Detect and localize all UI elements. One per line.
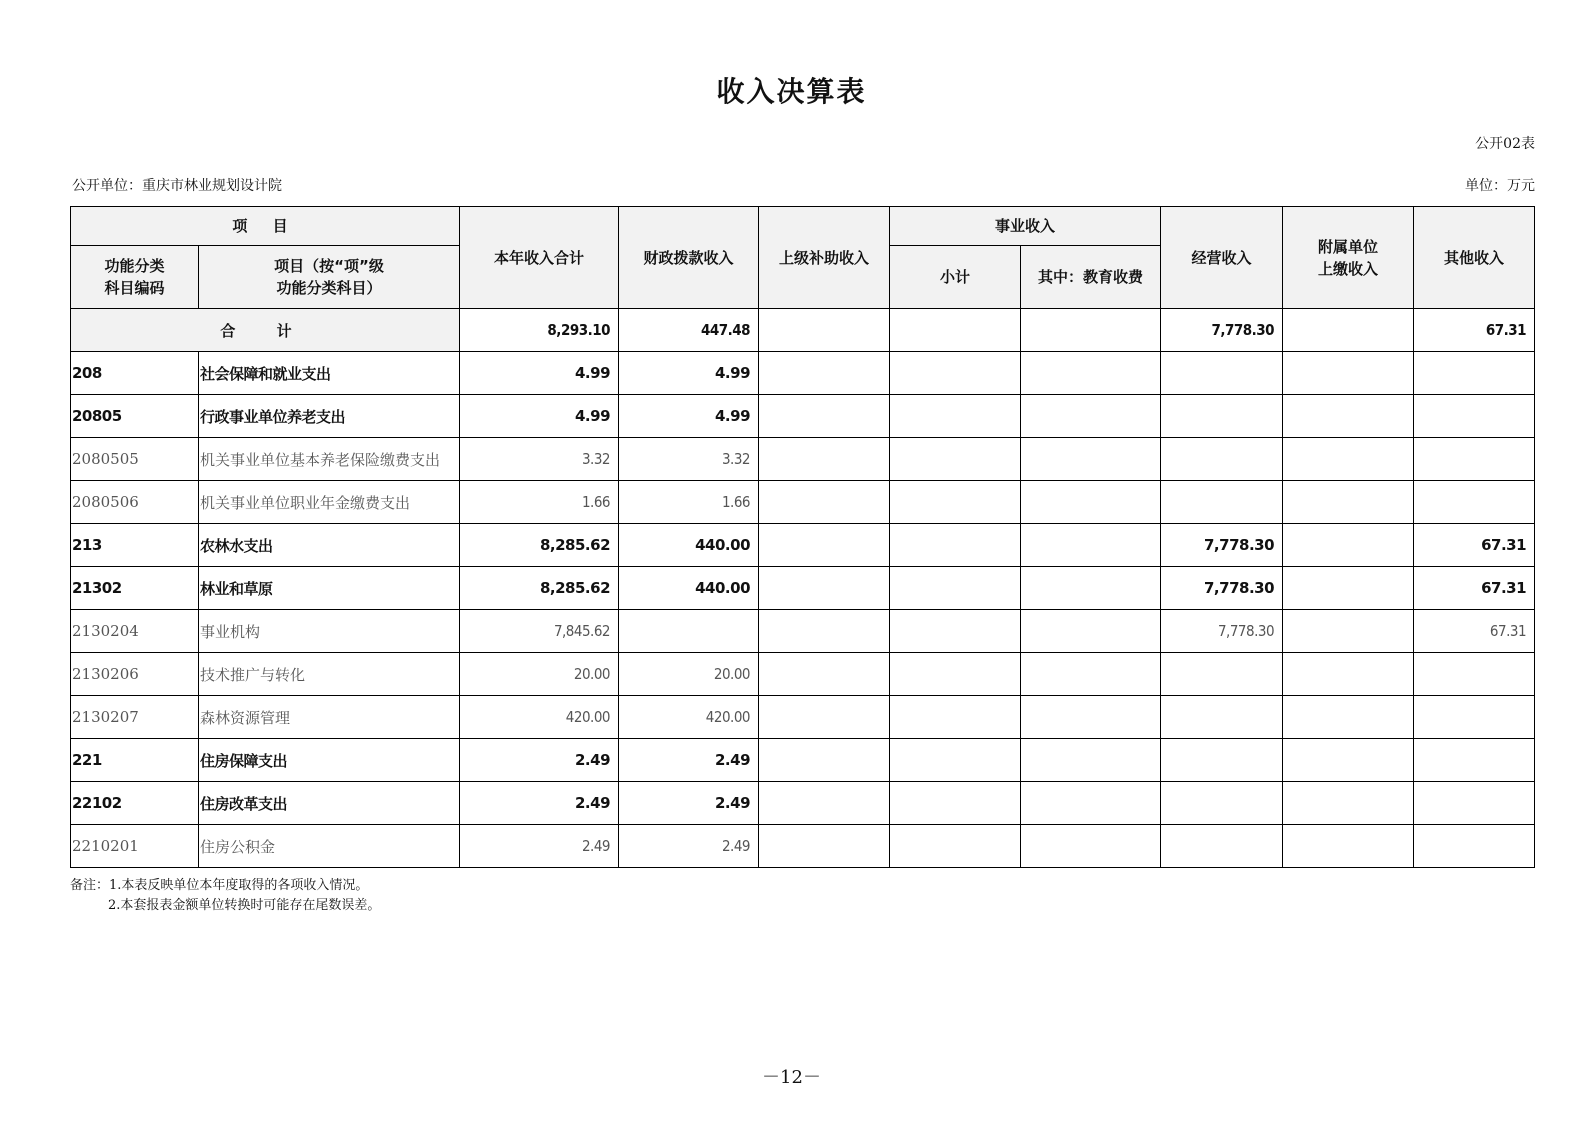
cell-education-fee	[1021, 610, 1161, 653]
cell-operating-income	[1161, 825, 1283, 868]
cell-function-code: 221	[71, 739, 199, 782]
cell-superior-subsidy	[759, 567, 890, 610]
cell-education-fee	[1021, 825, 1161, 868]
reporting-unit: 公开单位：重庆市林业规划设计院	[72, 178, 282, 194]
header-item-name: 项目（按“项”级 功能分类科目）	[199, 246, 460, 309]
cell-superior-subsidy	[759, 352, 890, 395]
cell-item-name: 林业和草原	[199, 567, 460, 610]
cell-affiliate-income	[1283, 395, 1414, 438]
cell-total-income: 20.00	[460, 653, 619, 696]
footnote-line-2: 2.本套报表金额单位转换时可能存在尾数误差。	[108, 898, 381, 913]
table-row	[71, 782, 1535, 825]
cell-education-fee	[1021, 739, 1161, 782]
cell-education-fee	[1021, 481, 1161, 524]
cell-other-income: 67.31	[1414, 567, 1535, 610]
cell-superior-subsidy	[759, 825, 890, 868]
cell-business-subtotal	[890, 524, 1021, 567]
cell-business-subtotal	[890, 610, 1021, 653]
table-row	[71, 610, 1535, 653]
cell-superior-subsidy	[759, 524, 890, 567]
cell-superior-subsidy	[759, 610, 890, 653]
cell-business-subtotal	[890, 825, 1021, 868]
cell-item-name: 技术推广与转化	[199, 653, 460, 696]
cell-education-fee	[1021, 395, 1161, 438]
cell-fiscal-income: 420.00	[619, 696, 759, 739]
cell-item-name: 行政事业单位养老支出	[199, 395, 460, 438]
cell-function-code: 2210201	[71, 825, 199, 868]
cell-education-fee	[1021, 524, 1161, 567]
header-education-fee: 其中：教育收费	[1021, 246, 1161, 309]
cell-education-fee	[1021, 653, 1161, 696]
table-header	[71, 207, 1535, 309]
cell-fiscal-income: 440.00	[619, 524, 759, 567]
header-affiliate-income: 附属单位 上缴收入	[1283, 207, 1414, 309]
cell-operating-income	[1161, 352, 1283, 395]
cell-item-name: 社会保障和就业支出	[199, 352, 460, 395]
cell-business-subtotal	[890, 352, 1021, 395]
total-cell-fiscal: 447.48	[619, 309, 759, 352]
header-total-income: 本年收入合计	[460, 207, 619, 309]
table-row	[71, 395, 1535, 438]
cell-business-subtotal	[890, 567, 1021, 610]
cell-superior-subsidy	[759, 481, 890, 524]
cell-function-code: 208	[71, 352, 199, 395]
cell-total-income: 2.49	[460, 825, 619, 868]
cell-operating-income	[1161, 653, 1283, 696]
cell-education-fee	[1021, 696, 1161, 739]
cell-total-income: 1.66	[460, 481, 619, 524]
cell-operating-income	[1161, 395, 1283, 438]
cell-business-subtotal	[890, 696, 1021, 739]
table-row	[71, 524, 1535, 567]
cell-business-subtotal	[890, 782, 1021, 825]
cell-fiscal-income: 2.49	[619, 782, 759, 825]
header-operating-income: 经营收入	[1161, 207, 1283, 309]
cell-function-code: 2080505	[71, 438, 199, 481]
header-item: 项 目	[71, 207, 460, 246]
cell-fiscal-income: 4.99	[619, 395, 759, 438]
cell-other-income	[1414, 782, 1535, 825]
cell-education-fee	[1021, 782, 1161, 825]
header-other-income: 其他收入	[1414, 207, 1535, 309]
cell-function-code: 2130207	[71, 696, 199, 739]
cell-item-name: 住房改革支出	[199, 782, 460, 825]
cell-superior-subsidy	[759, 782, 890, 825]
cell-total-income: 7,845.62	[460, 610, 619, 653]
cell-item-name: 机关事业单位职业年金缴费支出	[199, 481, 460, 524]
cell-function-code: 20805	[71, 395, 199, 438]
cell-fiscal-income: 2.49	[619, 825, 759, 868]
total-label: 合 计	[71, 309, 460, 352]
cell-total-income: 2.49	[460, 782, 619, 825]
cell-superior-subsidy	[759, 653, 890, 696]
header-fiscal-income: 财政拨款收入	[619, 207, 759, 309]
cell-total-income: 8,285.62	[460, 524, 619, 567]
cell-fiscal-income: 440.00	[619, 567, 759, 610]
cell-operating-income	[1161, 438, 1283, 481]
total-cell-total: 8,293.10	[460, 309, 619, 352]
cell-fiscal-income: 3.32	[619, 438, 759, 481]
total-row	[71, 309, 1535, 352]
cell-business-subtotal	[890, 653, 1021, 696]
cell-education-fee	[1021, 438, 1161, 481]
cell-other-income	[1414, 739, 1535, 782]
cell-total-income: 3.32	[460, 438, 619, 481]
cell-item-name: 农林水支出	[199, 524, 460, 567]
footnote-line-1: 备注：1.本表反映单位本年度取得的各项收入情况。	[70, 878, 369, 893]
cell-affiliate-income	[1283, 739, 1414, 782]
total-cell-other: 67.31	[1414, 309, 1535, 352]
table-code-label: 公开02表	[1475, 136, 1535, 152]
cell-affiliate-income	[1283, 567, 1414, 610]
total-cell-affiliate	[1283, 309, 1414, 352]
cell-total-income: 4.99	[460, 395, 619, 438]
cell-fiscal-income: 1.66	[619, 481, 759, 524]
cell-affiliate-income	[1283, 782, 1414, 825]
cell-total-income: 2.49	[460, 739, 619, 782]
table-body	[71, 309, 1535, 868]
cell-other-income	[1414, 481, 1535, 524]
cell-operating-income: 7,778.30	[1161, 610, 1283, 653]
table-row	[71, 567, 1535, 610]
table-row	[71, 825, 1535, 868]
cell-other-income	[1414, 653, 1535, 696]
cell-affiliate-income	[1283, 352, 1414, 395]
table-row	[71, 438, 1535, 481]
cell-affiliate-income	[1283, 524, 1414, 567]
cell-superior-subsidy	[759, 696, 890, 739]
cell-affiliate-income	[1283, 610, 1414, 653]
total-cell-subtotal	[890, 309, 1021, 352]
cell-business-subtotal	[890, 481, 1021, 524]
cell-fiscal-income: 20.00	[619, 653, 759, 696]
total-cell-superior	[759, 309, 890, 352]
cell-function-code: 2130204	[71, 610, 199, 653]
cell-operating-income: 7,778.30	[1161, 524, 1283, 567]
header-function-code: 功能分类 科目编码	[71, 246, 199, 309]
table-row	[71, 653, 1535, 696]
footnote	[70, 876, 380, 916]
cell-other-income: 67.31	[1414, 524, 1535, 567]
header-business-subtotal: 小计	[890, 246, 1021, 309]
cell-affiliate-income	[1283, 653, 1414, 696]
cell-affiliate-income	[1283, 696, 1414, 739]
cell-item-name: 森林资源管理	[199, 696, 460, 739]
cell-function-code: 22102	[71, 782, 199, 825]
cell-function-code: 2080506	[71, 481, 199, 524]
cell-other-income: 67.31	[1414, 610, 1535, 653]
header-business-income: 事业收入	[890, 207, 1161, 246]
cell-fiscal-income	[619, 610, 759, 653]
cell-operating-income: 7,778.30	[1161, 567, 1283, 610]
cell-education-fee	[1021, 567, 1161, 610]
cell-affiliate-income	[1283, 438, 1414, 481]
total-cell-operating: 7,778.30	[1161, 309, 1283, 352]
cell-function-code: 21302	[71, 567, 199, 610]
cell-business-subtotal	[890, 438, 1021, 481]
cell-total-income: 8,285.62	[460, 567, 619, 610]
cell-affiliate-income	[1283, 825, 1414, 868]
unit-line	[72, 175, 1535, 195]
cell-operating-income	[1161, 481, 1283, 524]
cell-fiscal-income: 4.99	[619, 352, 759, 395]
cell-total-income: 420.00	[460, 696, 619, 739]
currency-unit: 单位：万元	[1465, 178, 1535, 194]
cell-function-code: 2130206	[71, 653, 199, 696]
cell-item-name: 事业机构	[199, 610, 460, 653]
cell-fiscal-income: 2.49	[619, 739, 759, 782]
table-row	[71, 739, 1535, 782]
cell-operating-income	[1161, 696, 1283, 739]
cell-other-income	[1414, 352, 1535, 395]
table-row	[71, 352, 1535, 395]
cell-superior-subsidy	[759, 438, 890, 481]
cell-education-fee	[1021, 352, 1161, 395]
table-row	[71, 481, 1535, 524]
cell-item-name: 机关事业单位基本养老保险缴费支出	[199, 438, 460, 481]
cell-superior-subsidy	[759, 395, 890, 438]
income-table	[70, 206, 1535, 868]
cell-total-income: 4.99	[460, 352, 619, 395]
cell-item-name: 住房保障支出	[199, 739, 460, 782]
cell-function-code: 213	[71, 524, 199, 567]
header-superior-subsidy: 上级补助收入	[759, 207, 890, 309]
total-cell-education	[1021, 309, 1161, 352]
page-number: －12－	[762, 1067, 821, 1088]
cell-business-subtotal	[890, 395, 1021, 438]
cell-item-name: 住房公积金	[199, 825, 460, 868]
table-row	[71, 696, 1535, 739]
page-title: 收入决算表	[716, 75, 867, 108]
cell-operating-income	[1161, 782, 1283, 825]
cell-operating-income	[1161, 739, 1283, 782]
cell-business-subtotal	[890, 739, 1021, 782]
cell-other-income	[1414, 438, 1535, 481]
cell-superior-subsidy	[759, 739, 890, 782]
cell-other-income	[1414, 696, 1535, 739]
cell-affiliate-income	[1283, 481, 1414, 524]
cell-other-income	[1414, 825, 1535, 868]
cell-other-income	[1414, 395, 1535, 438]
